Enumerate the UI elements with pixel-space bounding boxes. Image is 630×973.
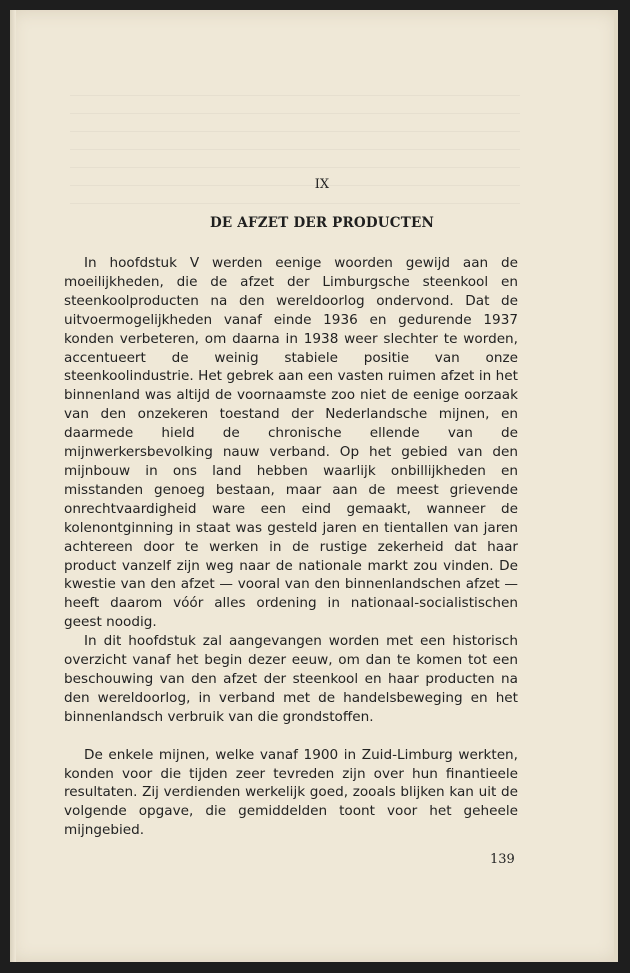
chapter-title: DE AFZET DER PRODUCTEN xyxy=(210,215,434,231)
paragraph-1: In hoofdstuk V werden eenige woorden gewijd aan de moeilijkheden, die de afzet der Limburgsche steenkool en steenkoolproducten na den wereldoorlog ondervond. Dat de uitvoermogelijkheden vanaf einde 1936 en gedurende 1937 konden verbeteren, om daarna in 1938 weer slechter te worden, accentueert de weinig stabiele positie van onze steenkoolindustrie. Het gebrek aan een vasten ruimen afzet in het binnenland was altijd de voornaamste zoo niet de eenige oorzaak van den onzekeren toestand der Nederlandsche mijnen, en daarmede hield de chronische ellende van de mijnwerkersbevolking nauw verband. Op het gebied van den mijnbouw in ons land hebben waarlijk onbillijkheden en misstanden genoeg bestaan, maar aan de meest grievende onrechtvaardigheid ware een eind gemaakt, wanneer de kolenontginning in staat was gesteld jaren en tientallen van jaren achtereen door te werken in de rustige zekerheid dat haar product vanzelf zijn weg naar de nationale markt zou vinden. De kwestie van den afzet — vooral van den binnenlandschen afzet — heeft daarom vóór alles ordening in nationaal-socialistischen geest noodig. xyxy=(64,255,518,631)
book-page xyxy=(10,10,618,962)
show-through-bleed xyxy=(70,95,520,215)
page-number: 139 xyxy=(490,852,515,867)
page-edge xyxy=(614,10,618,962)
page-spine-shadow xyxy=(10,10,16,962)
paragraph-2: In dit hoofdstuk zal aangevangen worden met een historisch overzicht vanaf het begin dezer eeuw, om dan te komen tot een beschouwing van den afzet der steenkool en haar producten na den wereldoorlog, in verband met de handelsbeweging en het binnenlandsch verbruik van die grondstoffen. xyxy=(64,633,518,725)
chapter-body xyxy=(64,254,518,840)
chapter-number: IX xyxy=(314,177,330,192)
paragraph-3: De enkele mijnen, welke vanaf 1900 in Zuid-Limburg werkten, konden voor die tijden zeer tevreden zijn over hun finantieele resultaten. Zij verdienden werkelijk goed, zooals blijken kan uit de volgende opgave, die gemiddelden toont voor het geheele mijngebied. xyxy=(64,746,518,839)
